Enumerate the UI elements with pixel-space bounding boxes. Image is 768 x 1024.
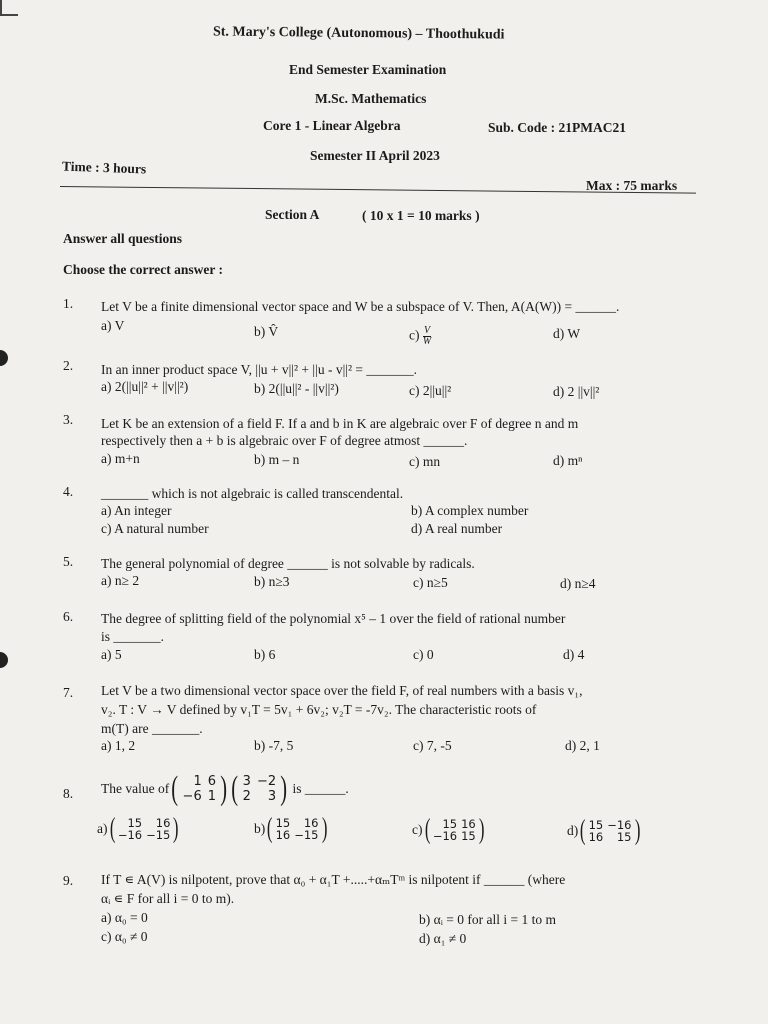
- option-a-matrix: ( 15 16 −16 −15 ): [109, 813, 179, 844]
- option-a: a) V: [101, 318, 125, 333]
- question-number: 7.: [63, 685, 74, 700]
- question-number: 1.: [63, 296, 74, 311]
- question-number: 2.: [63, 358, 74, 373]
- option-b-matrix: ( 15 16 16 −15 ): [267, 813, 327, 844]
- option-d: d) W: [553, 326, 581, 341]
- question-text-line-2: is _______.: [101, 629, 165, 644]
- option-a: a) ( 15 16 −16 −15 ): [97, 813, 179, 844]
- option-d: d) n≥4: [560, 576, 596, 591]
- question-text-line-3: m(T) are _______.: [101, 721, 203, 736]
- option-d: d) mⁿ: [553, 453, 583, 468]
- option-d: d) 2, 1: [565, 738, 600, 753]
- option-c: c) A natural number: [101, 521, 209, 536]
- option-b: b) αᵢ = 0 for all i = 1 to m: [419, 912, 556, 927]
- college-name: St. Mary's College (Autonomous) – Thoothukudi: [212, 24, 505, 43]
- binding-hole-mark: [0, 350, 8, 366]
- option-b: b) ( 15 16 16 −15 ): [254, 813, 327, 844]
- course-title: Core 1 - Linear Algebra: [263, 118, 401, 133]
- option-c: c) mn: [409, 454, 441, 469]
- question-text: Let V be a finite dimensional vector space and W be a subspace of V. Then, A(A(W)) = ______.: [101, 299, 620, 314]
- question-text-line-2: αᵢ ∊ F for all i = 0 to m).: [101, 891, 235, 906]
- option-c: c) α₀ ≠ 0: [101, 929, 148, 944]
- question-text-line-1: Let V be a two dimensional vector space over the field F, of real numbers with a basis v₁,: [101, 683, 583, 698]
- option-c: c) 7, -5: [413, 738, 452, 753]
- question-text-line-2: respectively then a + b is algebraic over F of degree atmost ______.: [101, 433, 468, 448]
- option-a: a) α₀ = 0: [101, 910, 148, 925]
- option-a: a) 2(||u||² + ||v||²): [101, 379, 189, 394]
- option-c: c) $\frac{V}{W}$: [409, 325, 432, 347]
- time-allowed: Time : 3 hours: [61, 158, 147, 177]
- option-c: c) ( 15 16 −16 15 ): [412, 814, 485, 845]
- option-d-matrix: ( 15 −16 16 15 ): [580, 815, 640, 846]
- option-b: b) 2(||u||² - ||v||²): [254, 381, 339, 396]
- option-a: a) An integer: [101, 503, 172, 518]
- section-marks: ( 10 x 1 = 10 marks ): [362, 208, 480, 223]
- option-b: b) 6: [254, 647, 276, 662]
- question-text: [101, 772, 349, 806]
- option-c: c) n≥5: [413, 575, 448, 590]
- question-text-tail: is ______.: [292, 781, 349, 796]
- question-text-lead: The value of: [101, 781, 170, 796]
- fraction-v-over-w: $\frac{V}{W}$: [422, 325, 432, 347]
- question-number: 3.: [63, 412, 74, 427]
- option-d: d) 2 ||v||²: [553, 384, 600, 399]
- option-b: b) n≥3: [254, 574, 290, 589]
- matrix-b: ( 3 −2 2 3 ): [231, 770, 288, 807]
- option-d: d) A real number: [411, 521, 503, 536]
- option-d: d) α₁ ≠ 0: [419, 931, 467, 946]
- question-number: 5.: [63, 554, 74, 569]
- programme-title: M.Sc. Mathematics: [315, 91, 427, 106]
- option-d: d) 4: [563, 647, 585, 662]
- question-text-line-1: Let K be an extension of a field F. If a and b in K are algebraic over F of degree n and m: [101, 416, 579, 431]
- question-text: _______ which is not algebraic is called transcendental.: [101, 486, 404, 501]
- option-d: d) ( 15 −16 16 15 ): [567, 815, 640, 846]
- instruction-answer-all: Answer all questions: [63, 231, 183, 246]
- option-a: a) m+n: [101, 451, 140, 466]
- option-c-matrix: ( 15 16 −16 15 ): [424, 814, 485, 845]
- question-text-line-2: v₂. T : V → V defined by v₁T = 5v₁ + 6v₂; v₂T = -7v₂. The characteristic roots of: [101, 702, 537, 717]
- question-text-line-1: If T ∊ A(V) is nilpotent, prove that α₀ + α₁T +.....+αₘTᵐ is nilpotent if ______ (where: [101, 872, 566, 887]
- option-b: b) V̂: [254, 324, 279, 339]
- option-c: c) 0: [413, 647, 434, 662]
- exam-title: End Semester Examination: [289, 62, 447, 77]
- page-corner-mark: [0, 0, 18, 16]
- binding-hole-mark: [0, 652, 8, 668]
- question-text: The general polynomial of degree ______ is not solvable by radicals.: [101, 556, 475, 571]
- question-number: 6.: [63, 609, 74, 624]
- max-marks: Max : 75 marks: [586, 178, 678, 193]
- question-text: In an inner product space V, ||u + v||² + ||u - v||² = _______.: [101, 362, 418, 377]
- option-a: a) 5: [101, 647, 122, 662]
- subject-code: Sub. Code : 21PMAC21: [488, 120, 627, 135]
- option-b: b) A complex number: [411, 503, 529, 518]
- option-b: b) -7, 5: [254, 738, 294, 753]
- option-b: b) m – n: [254, 452, 300, 467]
- option-a: a) n≥ 2: [101, 573, 140, 588]
- question-number: 8.: [63, 786, 74, 801]
- question-number: 4.: [63, 484, 74, 499]
- option-c: c) 2||u||²: [409, 383, 452, 398]
- section-title: Section A: [265, 207, 320, 222]
- matrix-a: ( 1 6 −6 1 ): [171, 770, 228, 807]
- question-text-line-1: The degree of splitting field of the polynomial x⁵ – 1 over the field of rational number: [101, 611, 566, 626]
- option-a: a) 1, 2: [101, 738, 136, 753]
- question-number: 9.: [63, 873, 74, 888]
- instruction-choose: Choose the correct answer :: [63, 262, 223, 277]
- semester-date: Semester II April 2023: [310, 148, 440, 163]
